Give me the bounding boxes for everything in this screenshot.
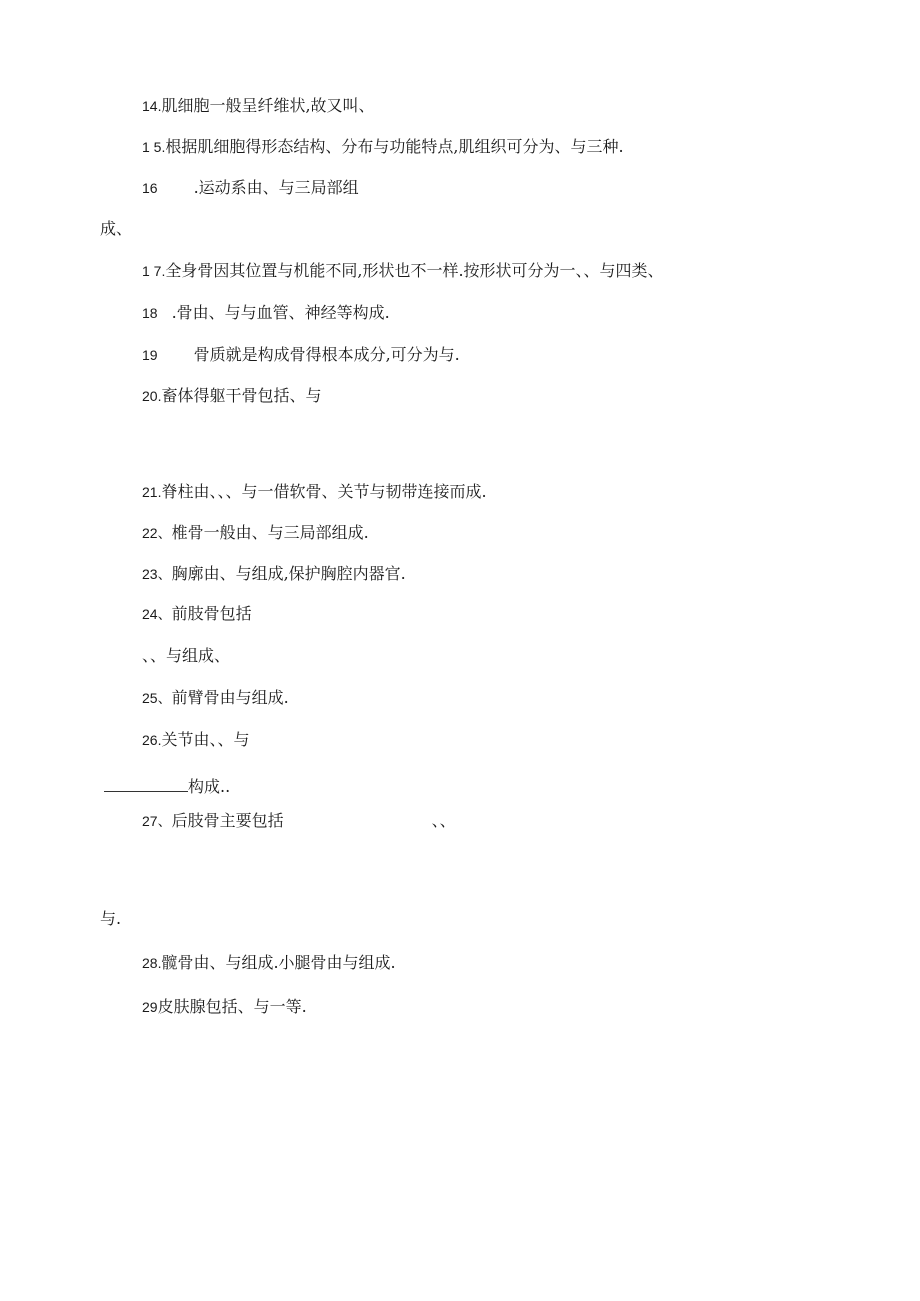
question-28: [142, 953, 396, 973]
question-16-continued: [100, 219, 132, 239]
question-number: 22、: [142, 525, 172, 541]
question-number: 26.: [142, 732, 162, 748]
answer-blank-line: [104, 777, 188, 792]
question-text: .骨由、与与血管、神经等构成.: [171, 303, 390, 322]
question-text: 根据肌细胞得形态结构、分布与功能特点,肌组织可分为、与三种.: [165, 137, 624, 156]
question-24-continued: [142, 646, 230, 666]
question-25: [142, 688, 289, 708]
question-text: 后肢骨主要包括: [171, 811, 284, 830]
question-number: 16: [142, 180, 158, 196]
question-number: 27、: [142, 813, 172, 829]
question-26: [142, 730, 249, 750]
question-23: [142, 564, 406, 584]
question-text: 、、与组成、: [142, 646, 231, 665]
question-text: 构成..: [188, 777, 231, 796]
question-text: 成、: [100, 219, 133, 238]
question-18: [142, 303, 390, 323]
question-27: [142, 811, 456, 831]
question-number: 1 5.: [142, 139, 166, 155]
question-text: 全身骨因其位置与机能不同,形状也不一样.按形状可分为一、、与四类、: [165, 261, 664, 280]
question-number: 23、: [142, 566, 172, 582]
question-text: 肌细胞一般呈纤维状,故又叫、: [161, 96, 375, 115]
question-number: 25、: [142, 690, 172, 706]
question-27-continued: [100, 909, 121, 929]
question-20: [142, 386, 321, 406]
question-number: 18: [142, 305, 158, 321]
question-text: 前臂骨由与组成.: [171, 688, 289, 707]
question-19: [142, 345, 460, 365]
question-26-continued: [104, 777, 230, 797]
question-text: 畜体得躯干骨包括、与: [161, 386, 322, 405]
question-22: [142, 523, 369, 543]
question-text: 髋骨由、与组成.小腿骨由与组成.: [161, 953, 396, 972]
question-number: 28.: [142, 955, 162, 971]
question-number: 14.: [142, 98, 162, 114]
question-29: [142, 997, 307, 1017]
question-21: [142, 482, 487, 502]
question-text: 骨质就是构成骨得根本成分,可分为与.: [193, 345, 460, 364]
question-24: [142, 604, 252, 624]
question-14: [142, 96, 375, 116]
question-tail: 、、: [431, 811, 456, 830]
question-number: 21.: [142, 484, 162, 500]
question-number: 19: [142, 347, 158, 363]
question-text: .运动系由、与三局部组: [193, 178, 359, 197]
question-text: 与.: [100, 909, 122, 928]
question-text: 胸廓由、与组成,保护胸腔内器官.: [171, 564, 406, 583]
question-number: 1 7.: [142, 263, 166, 279]
question-number: 29: [142, 999, 158, 1015]
question-15: [142, 137, 624, 157]
question-text: 脊柱由、、、与一借软骨、关节与韧带连接而成.: [161, 482, 487, 501]
question-text: 前肢骨包括: [171, 604, 252, 623]
question-text: 椎骨一般由、与三局部组成.: [171, 523, 369, 542]
question-number: 20.: [142, 388, 162, 404]
question-text: 皮肤腺包括、与一等.: [157, 997, 307, 1016]
question-16: [142, 178, 359, 198]
question-17: [142, 261, 664, 281]
question-text: 关节由、、与: [161, 730, 250, 749]
question-number: 24、: [142, 606, 172, 622]
